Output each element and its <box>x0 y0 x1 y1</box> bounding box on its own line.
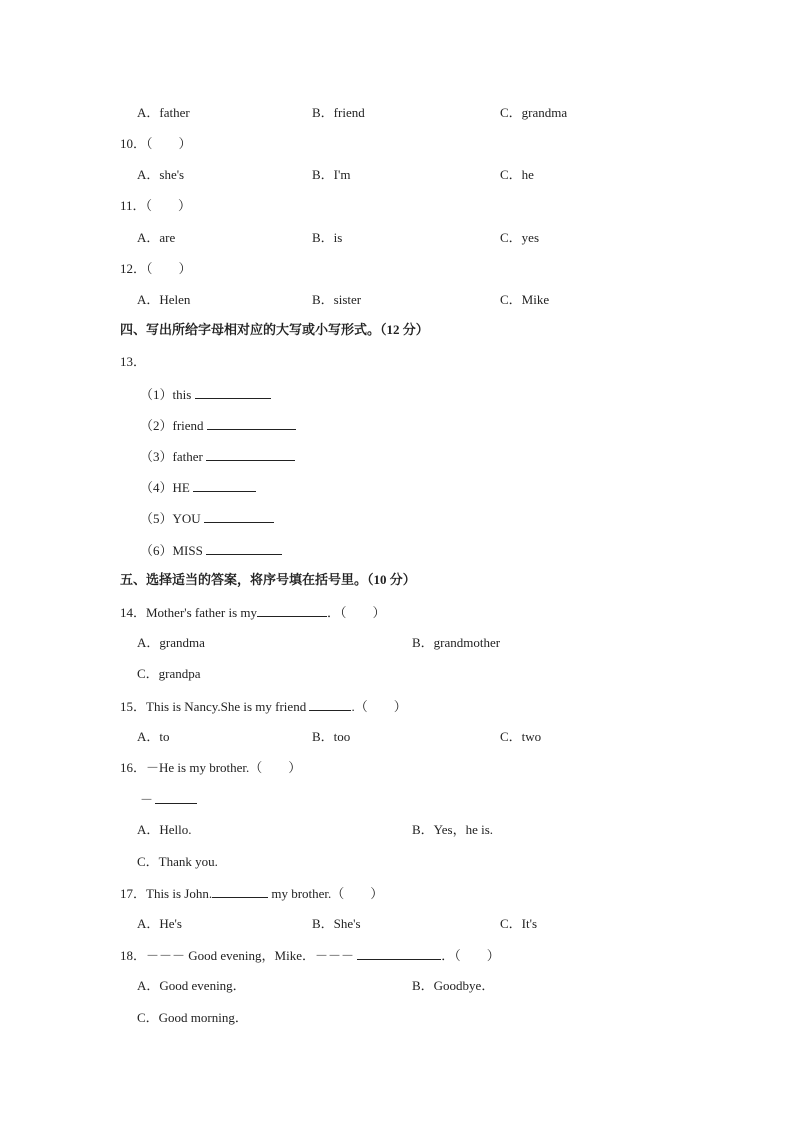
q18-option-a: A．Good evening． <box>137 978 246 993</box>
q11-stem: 11．（ ） <box>120 198 192 213</box>
q16-reply-dash: － <box>140 792 154 807</box>
section-5-title: 五、选择适当的答案，将序号填在括号里。（10 分） <box>120 572 416 587</box>
q13-item-label: （2）friend <box>140 418 204 433</box>
q14-option-a: A．grandma <box>137 635 205 650</box>
q13-item-label: （5）YOU <box>140 511 201 526</box>
answer-blank[interactable] <box>206 448 295 461</box>
q10-option-b: B．I'm <box>312 167 351 182</box>
q17-option-a: A．He's <box>137 916 182 931</box>
q16-reply <box>140 791 197 808</box>
q18-option-b: B．Goodbye． <box>412 978 495 993</box>
q17-option-c: C．It's <box>500 916 538 931</box>
q16-option-b: B．Yes，he is. <box>412 822 494 837</box>
q17-stem-end: my brother.（ ） <box>271 886 384 901</box>
answer-blank[interactable] <box>195 386 271 399</box>
q13-item-3 <box>140 448 295 465</box>
q13-item-2 <box>140 417 296 434</box>
answer-blank[interactable] <box>257 604 327 617</box>
q18-stem-end: ．（ ） <box>441 948 500 963</box>
q12-option-c: C．Mike <box>500 292 550 307</box>
q18-stem <box>120 947 500 964</box>
q15-option-b: B．too <box>312 729 351 744</box>
q16-stem: 16．－He is my brother.（ ） <box>120 760 302 775</box>
q13-stem: 13． <box>120 354 147 369</box>
q12-option-b: B．sister <box>312 292 362 307</box>
q10-stem: 10．（ ） <box>120 136 192 151</box>
answer-blank[interactable] <box>207 417 296 430</box>
q13-item-label: （6）MISS <box>140 543 203 558</box>
q13-item-1 <box>140 386 271 403</box>
q18-option-c: C．Good morning． <box>137 1010 248 1025</box>
q11-option-c: C．yes <box>500 230 540 245</box>
q14-stem-text: 14．Mother's father is my <box>120 605 258 620</box>
q17-stem-text: 17．This is John. <box>120 886 213 901</box>
q18-stem-text: 18．－－－ Good evening，Mike．－－－ <box>120 948 354 963</box>
q15-stem-end: .（ ） <box>351 699 407 714</box>
q13-item-label: （4）HE <box>140 480 190 495</box>
q11-option-a: A．are <box>137 230 176 245</box>
q17-option-b: B．She's <box>312 916 361 931</box>
q16-option-a: A．Hello. <box>137 822 192 837</box>
q9-option-b: B．friend <box>312 105 365 120</box>
q13-item-5 <box>140 510 274 527</box>
q11-option-b: B．is <box>312 230 343 245</box>
q13-item-label: （3）father <box>140 449 203 464</box>
answer-blank[interactable] <box>155 791 197 804</box>
answer-blank[interactable] <box>204 510 274 523</box>
q14-stem-end: ．（ ） <box>327 605 386 620</box>
q14-stem <box>120 604 386 621</box>
q10-option-c: C．he <box>500 167 534 182</box>
q14-option-b: B．grandmother <box>412 635 501 650</box>
q13-item-4 <box>140 479 256 496</box>
q9-option-c: C．grandma <box>500 105 568 120</box>
q17-stem <box>120 885 383 902</box>
q13-item-6 <box>140 542 282 559</box>
q9-option-a: A．father <box>137 105 190 120</box>
q14-option-c: C．grandpa <box>137 666 201 681</box>
q12-stem: 12．（ ） <box>120 261 192 276</box>
answer-blank[interactable] <box>206 542 282 555</box>
q15-stem <box>120 698 407 715</box>
q16-option-c: C．Thank you. <box>137 854 218 869</box>
q15-stem-text: 15．This is Nancy.She is my friend <box>120 699 307 714</box>
q13-item-label: （1）this <box>140 387 192 402</box>
section-4-title: 四、写出所给字母相对应的大写或小写形式。（12 分） <box>120 322 429 337</box>
q15-option-c: C．two <box>500 729 542 744</box>
answer-blank[interactable] <box>212 885 268 898</box>
q12-option-a: A．Helen <box>137 292 191 307</box>
q15-option-a: A．to <box>137 729 170 744</box>
answer-blank[interactable] <box>309 698 351 711</box>
answer-blank[interactable] <box>193 479 256 492</box>
q10-option-a: A．she's <box>137 167 185 182</box>
answer-blank[interactable] <box>357 947 441 960</box>
